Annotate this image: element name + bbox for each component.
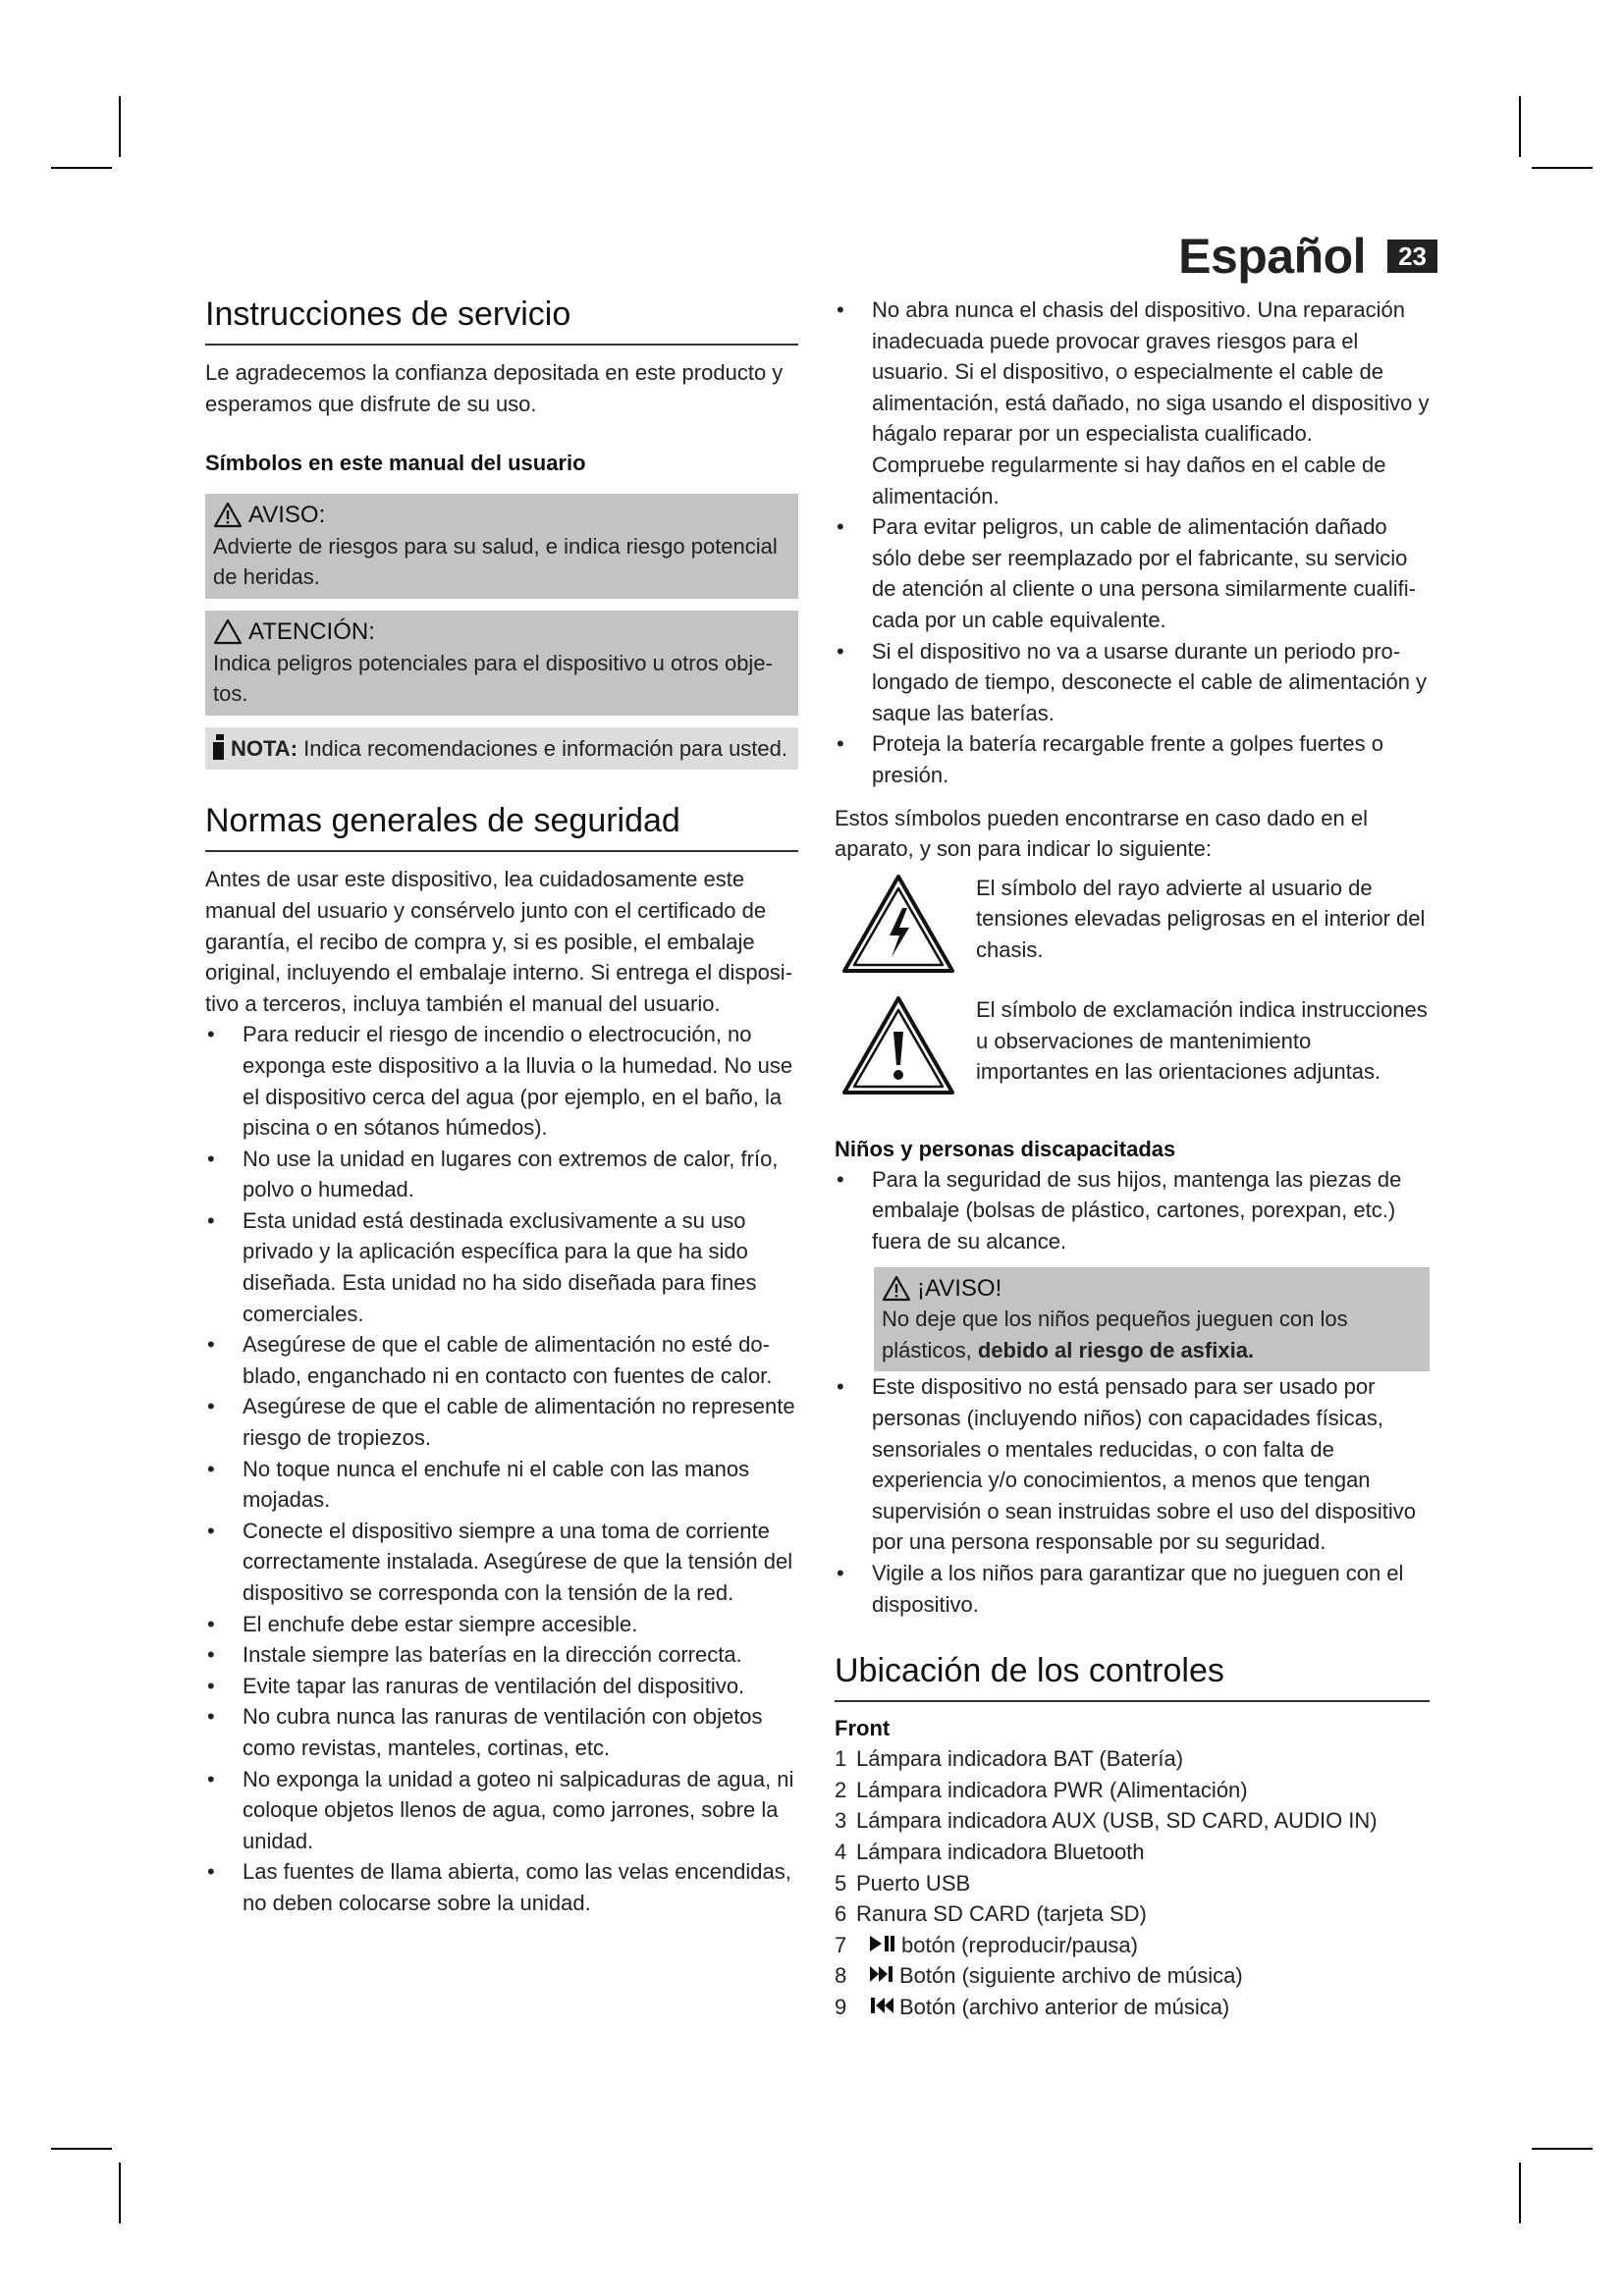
note-box bbox=[205, 727, 798, 771]
info-icon bbox=[213, 734, 227, 760]
list-item: • Para la seguridad de sus hijos, mantenga las piezas de embalaje (bolsas de plástico, cartones, porexpan, etc.) fuera de su alcance. bbox=[835, 1164, 1430, 1257]
list-item: • Si el dispositivo no va a usarse durante un periodo prolongado de tiempo, desconecte el cable de alimentación y saque las baterías. bbox=[835, 636, 1430, 729]
list-item: 5 Puerto USB bbox=[835, 1870, 971, 1896]
list-item: • El enchufe debe estar siempre accesible. bbox=[205, 1609, 798, 1640]
list-item: • No exponga la unidad a goteo ni salpicaduras de agua, ni coloque objetos llenos de agua, como jarrones, sobre la unidad. bbox=[205, 1764, 798, 1857]
list-item: • Evite tapar las ranuras de ventilación del dispositivo. bbox=[205, 1671, 798, 1702]
list-item: 4 Lámpara indicadora Bluetooth bbox=[835, 1839, 1145, 1864]
note-title: NOTA: bbox=[231, 735, 298, 761]
intro-paragraph: Le agradecemos la confianza depositada en este producto y esperamos que disfrute de su uso. bbox=[205, 360, 784, 416]
lightning-text: El símbolo del rayo advierte al usuario de tensiones elevadas peligrosas en el interior del chasis. bbox=[976, 875, 1426, 962]
list-item: • No cubra nunca las ranuras de ventilación con objetos como revistas, manteles, cortinas, etc. bbox=[205, 1701, 798, 1763]
section-title-controls: Ubicación de los controles bbox=[835, 1649, 1430, 1702]
children-warning-title: ¡AVISO! bbox=[917, 1274, 1002, 1302]
section-title-instructions: Instrucciones de servicio bbox=[205, 293, 798, 346]
children-warning-bold: debido al riesgo de asfixia. bbox=[977, 1337, 1255, 1362]
safety-list-continued bbox=[835, 294, 1430, 791]
list-item: • Las fuentes de llama abierta, como las velas encendidas, no deben colocarse sobre la unidad. bbox=[205, 1856, 798, 1918]
list-item: • Conecte el dispositivo siempre a una toma de corriente correctamente instalada. Asegúrese de que la tensión del dispositivo se corresponda con la tensión de la red. bbox=[205, 1516, 798, 1609]
crop-mark bbox=[119, 96, 121, 157]
list-item: • No use la unidad en lugares con extremos de calor, frío, polvo o humedad. bbox=[205, 1144, 798, 1205]
list-item: 2 Lámpara indicadora PWR (Alimentación) bbox=[835, 1777, 1248, 1802]
warning-text: Advierte de riesgos para su salud, e indica riesgo potencial de heridas. bbox=[213, 533, 778, 590]
exclamation-symbol-row bbox=[835, 994, 1430, 1105]
list-item: • Instale siempre las baterías en la dirección correcta. bbox=[205, 1639, 798, 1671]
children-warning-text: No deje que los niños pequeños jueguen con los plásticos, bbox=[882, 1307, 1348, 1362]
left-column bbox=[205, 293, 798, 1919]
crop-mark bbox=[119, 2163, 121, 2223]
caution-title: ATENCIÓN: bbox=[248, 617, 375, 645]
lightning-warning-icon bbox=[840, 873, 956, 975]
list-item: • No toque nunca el enchufe ni el cable con las manos mojadas. bbox=[205, 1454, 798, 1516]
caution-box bbox=[205, 611, 798, 716]
list-item: • Proteja la batería recargable frente a golpes fuertes o presión. bbox=[835, 728, 1430, 790]
list-item: • Vigile a los niños para garantizar que no jueguen con el dispositivo. bbox=[835, 1558, 1430, 1620]
list-item: 9 Botón (archivo anterior de música) bbox=[835, 1992, 1430, 2023]
symbols-heading: Símbolos en este manual del usuario bbox=[205, 451, 586, 476]
page-header bbox=[1178, 228, 1437, 285]
section-title-safety: Normas generales de seguridad bbox=[205, 799, 798, 852]
list-item: 3 Lámpara indicadora AUX (USB, SD CARD, AUDIO IN) bbox=[835, 1808, 1378, 1834]
caution-text: Indica peligros potenciales para el dispositivo u otros objetos. bbox=[213, 650, 773, 707]
list-item: 6 Ranura SD CARD (tarjeta SD) bbox=[835, 1901, 1147, 1927]
safety-list bbox=[205, 1019, 798, 1918]
next-track-icon bbox=[870, 1960, 893, 1992]
list-item: • No abra nunca el chasis del dispositivo. Una reparación inadecuada puede provocar graves riesgos para el usuario. Si el dispositivo, o especialmente el cable de alimentación, está dañado, no siga usando el dispositivo y hágalo reparar por un especialista cualificado. Compruebe regularmente si hay daños en el cable de alimentación. bbox=[835, 294, 1430, 511]
list-item: • Para evitar peligros, un cable de alimentación dañado sólo debe ser reemplazado por el fabricante, su servicio de atención al cliente o una persona similarmente cualificada por un cable equivalente. bbox=[835, 511, 1430, 635]
list-item: • Asegúrese de que el cable de alimentación no represente riesgo de tropiezos. bbox=[205, 1391, 798, 1453]
front-subheading: Front bbox=[835, 1716, 891, 1741]
list-item: 7 botón (reproducir/pausa) bbox=[835, 1930, 1430, 1961]
exclamation-warning-icon bbox=[840, 994, 956, 1096]
crop-mark bbox=[1519, 2163, 1521, 2223]
children-heading: Niños y personas discapacitadas bbox=[835, 1136, 1176, 1161]
warning-box bbox=[205, 494, 798, 599]
list-item: • Asegúrese de que el cable de alimentación no esté doblado, enganchado ni en contacto con fuentes de calor. bbox=[205, 1329, 798, 1391]
caution-triangle-icon bbox=[213, 618, 243, 645]
list-item: • Esta unidad está destinada exclusivamente a su uso privado y la aplicación específica para la que ha sido diseñada. Esta unidad no ha sido diseñada para fines comerciales. bbox=[205, 1205, 798, 1329]
crop-mark bbox=[1519, 96, 1521, 157]
lightning-symbol-row bbox=[835, 873, 1430, 984]
exclamation-text: El símbolo de exclamación indica instrucciones u observaciones de mantenimiento importantes en las orientaciones adjuntas. bbox=[976, 997, 1428, 1085]
right-column bbox=[835, 294, 1430, 2023]
warning-triangle-icon bbox=[213, 502, 243, 528]
crop-mark bbox=[51, 2148, 112, 2150]
previous-track-icon bbox=[870, 1992, 893, 2023]
children-warning-box bbox=[874, 1267, 1430, 1372]
page-number: 23 bbox=[1387, 240, 1437, 273]
crop-mark bbox=[1532, 2148, 1593, 2150]
warning-title: AVISO: bbox=[248, 502, 326, 529]
safety-intro: Antes de usar este dispositivo, lea cuidadosamente este manual del usuario y consérvelo junto con el certificado de garantía, el recibo de compra y, si es posible, el embalaje original, incluyendo el embalaje interno. Si entrega el dispositivo a terceros, incluya también el manual del usuario. bbox=[205, 867, 793, 1016]
controls-list bbox=[835, 1743, 1430, 2022]
list-item: 1 Lámpara indicadora BAT (Batería) bbox=[835, 1746, 1184, 1772]
crop-mark bbox=[51, 167, 112, 169]
list-item: 8 Botón (siguiente archivo de música) bbox=[835, 1960, 1430, 1992]
note-text: Indica recomendaciones e información para usted. bbox=[303, 735, 787, 761]
list-item: • Para reducir el riesgo de incendio o electrocución, no exponga este dispositivo a la lluvia o la humedad. No use el dispositivo cerca del agua (por ejemplo, en el baño, la piscina o en sótanos húmedos). bbox=[205, 1019, 798, 1143]
play-pause-icon bbox=[870, 1930, 895, 1961]
list-item: • Este dispositivo no está pensado para ser usado por personas (incluyendo niños) con capacidades físicas, sensoriales o mentales reducidas, o con falta de experiencia y/o conocimientos, a menos que tengan supervisión o sean instruidas sobre el uso del dispositivo por una persona responsable por su seguridad. bbox=[835, 1371, 1430, 1558]
children-list-continued bbox=[835, 1371, 1430, 1620]
symbols-intro: Estos símbolos pueden encontrarse en caso dado en el aparato, y son para indicar lo siguiente: bbox=[835, 805, 1369, 862]
crop-mark bbox=[1532, 167, 1593, 169]
language-title: Español bbox=[1178, 229, 1367, 284]
children-list bbox=[835, 1164, 1430, 1257]
warning-triangle-icon bbox=[882, 1275, 911, 1302]
